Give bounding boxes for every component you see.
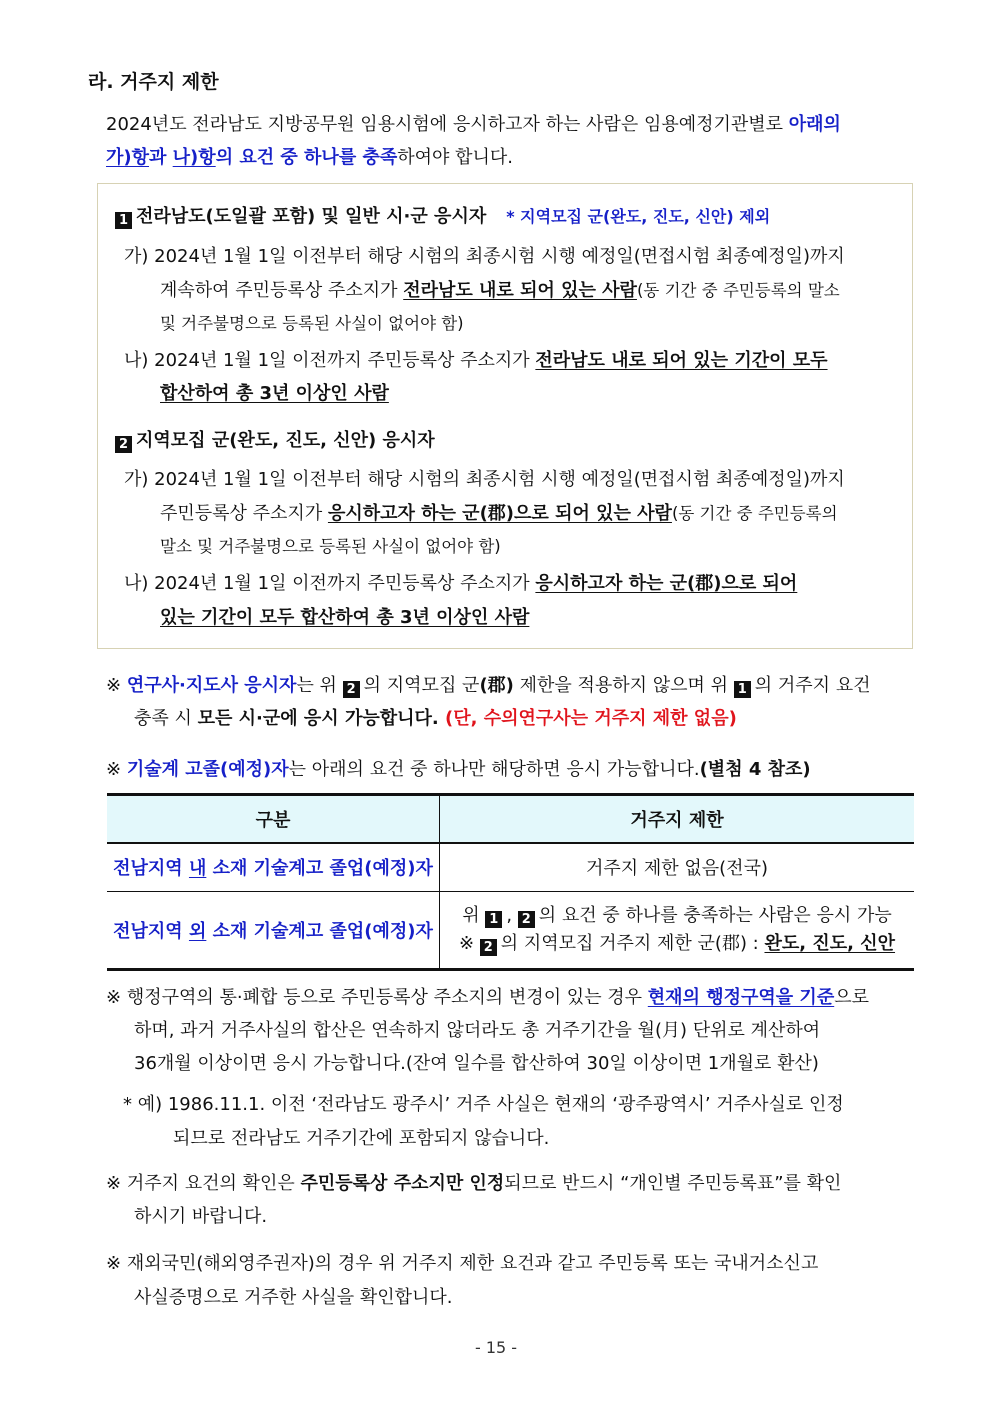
row-2-line-1: 위 1 , 2 의 요건 중 하나를 충족하는 사람은 응시 가능 — [462, 904, 892, 927]
note-verify-line-1: ※ 거주지 요건의 확인은 주민등록상 주소지만 인정되므로 반드시 “개인별 주민등록표”를 확인 — [106, 1173, 842, 1194]
s1-na-line-1: 나) 2024년 1월 1일 이전까지 주민등록상 주소지가 전라남도 내로 되어 있는 기간이 모두 — [124, 350, 828, 371]
section-2-title: 2 지역모집 군(완도, 진도, 신안) 응시자 — [115, 428, 435, 454]
note-overseas-line-1: ※ 재외국민(해외영주권자)의 경우 위 거주지 제한 요건과 같고 주민등록 또는 국내거소신고 — [106, 1253, 819, 1274]
number-badge-1: 1 — [115, 212, 132, 229]
note-overseas-line-2: 사실증명으로 거주한 사실을 확인합니다. — [134, 1287, 453, 1308]
number-badge-2: 2 — [115, 436, 132, 453]
s1-na-line-2: 합산하여 총 3년 이상인 사람 — [160, 383, 389, 404]
s2-ga-line-3: 말소 및 거주불명으로 등록된 사실이 없어야 함) — [160, 537, 501, 556]
note-admin-line-3: 36개월 이상이면 응시 가능합니다.(잔여 일수를 합산하여 30일 이상이면 1개월로 환산) — [134, 1053, 819, 1074]
section-1-title: 1 전라남도(도일괄 포함) 및 일반 시·군 응시자 * 지역모집 군(완도, 진도, 신안) 제외 — [115, 204, 770, 230]
note-example-line-2: 되므로 전라남도 거주기간에 포함되지 않습니다. — [173, 1128, 550, 1149]
section-1-note: * 지역모집 군(완도, 진도, 신안) 제외 — [506, 207, 771, 226]
table-row — [107, 891, 914, 969]
table-header-category: 구분 — [107, 795, 440, 844]
residence-table — [107, 793, 914, 971]
note-example-line-1: * 예) 1986.11.1. 이전 ‘전라남도 광주시’ 거주 사실은 현재의 ‘광주광역시’ 거주사실로 인정 — [123, 1094, 844, 1115]
table-row — [107, 843, 914, 891]
intro-line-1: 2024년도 전라남도 지방공무원 임용시험에 응시하고자 하는 사람은 임용예정기관별로 아래의 — [106, 114, 841, 135]
note-verify-line-2: 하시기 바랍니다. — [134, 1206, 268, 1227]
section-heading: 라. 거주지 제한 — [88, 71, 219, 93]
row-2-category: 전남지역 외 소재 기술계고 졸업(예정)자 — [113, 920, 433, 942]
s1-ga-line-1: 가) 2024년 1월 1일 이전부터 해당 시험의 최종시험 시행 예정일(면접시험 최종예정일)까지 — [124, 246, 845, 267]
row-1-restriction: 거주지 제한 없음(전국) — [440, 843, 915, 891]
table-header-restriction: 거주지 제한 — [440, 795, 915, 844]
note-admin-line-2: 하며, 과거 거주사실의 합산은 연속하지 않더라도 총 거주기간을 월(月) 단위로 계산하여 — [134, 1020, 821, 1041]
page-number: - 15 - — [474, 1338, 518, 1357]
row-1-category: 전남지역 내 소재 기술계고 졸업(예정)자 — [113, 858, 433, 880]
s1-ga-line-2: 계속하여 주민등록상 주소지가 전라남도 내로 되어 있는 사람(동 기간 중 주민등록의 말소 — [160, 280, 840, 301]
intro-line-2: 가)항과 나)항의 요건 중 하나를 충족하여야 합니다. — [106, 147, 514, 168]
note-admin-line-1: ※ 행정구역의 통·폐합 등으로 주민등록상 주소지의 변경이 있는 경우 현재의 행정구역을 기준으로 — [106, 987, 869, 1008]
s2-na-line-1: 나) 2024년 1월 1일 이전까지 주민등록상 주소지가 응시하고자 하는 군(郡)으로 되어 — [124, 573, 798, 594]
note-highschool: ※ 기술계 고졸(예정)자는 아래의 요건 중 하나만 해당하면 응시 가능합니다.(별첨 4 참조) — [106, 759, 811, 780]
note-researcher-line-2: 충족 시 모든 시·군에 응시 가능합니다. (단, 수의연구사는 거주지 제한 없음) — [134, 708, 737, 729]
row-2-line-2: ※ 2 의 지역모집 거주지 제한 군(郡) : 완도, 진도, 신안 — [458, 932, 896, 955]
note-researcher-line-1: ※ 연구사·지도사 응시자는 위 2 의 지역모집 군(郡) 제한을 적용하지 않으며 위 1 의 거주지 요건 — [106, 675, 871, 697]
s2-na-line-2: 있는 기간이 모두 합산하여 총 3년 이상인 사람 — [160, 607, 530, 628]
s1-ga-line-3: 및 거주불명으로 등록된 사실이 없어야 함) — [160, 314, 464, 333]
s2-ga-line-2: 주민등록상 주소지가 응시하고자 하는 군(郡)으로 되어 있는 사람(동 기간 중 주민등록의 — [160, 503, 838, 524]
s2-ga-line-1: 가) 2024년 1월 1일 이전부터 해당 시험의 최종시험 시행 예정일(면접시험 최종예정일)까지 — [124, 469, 845, 490]
row-2-restriction — [440, 891, 915, 969]
